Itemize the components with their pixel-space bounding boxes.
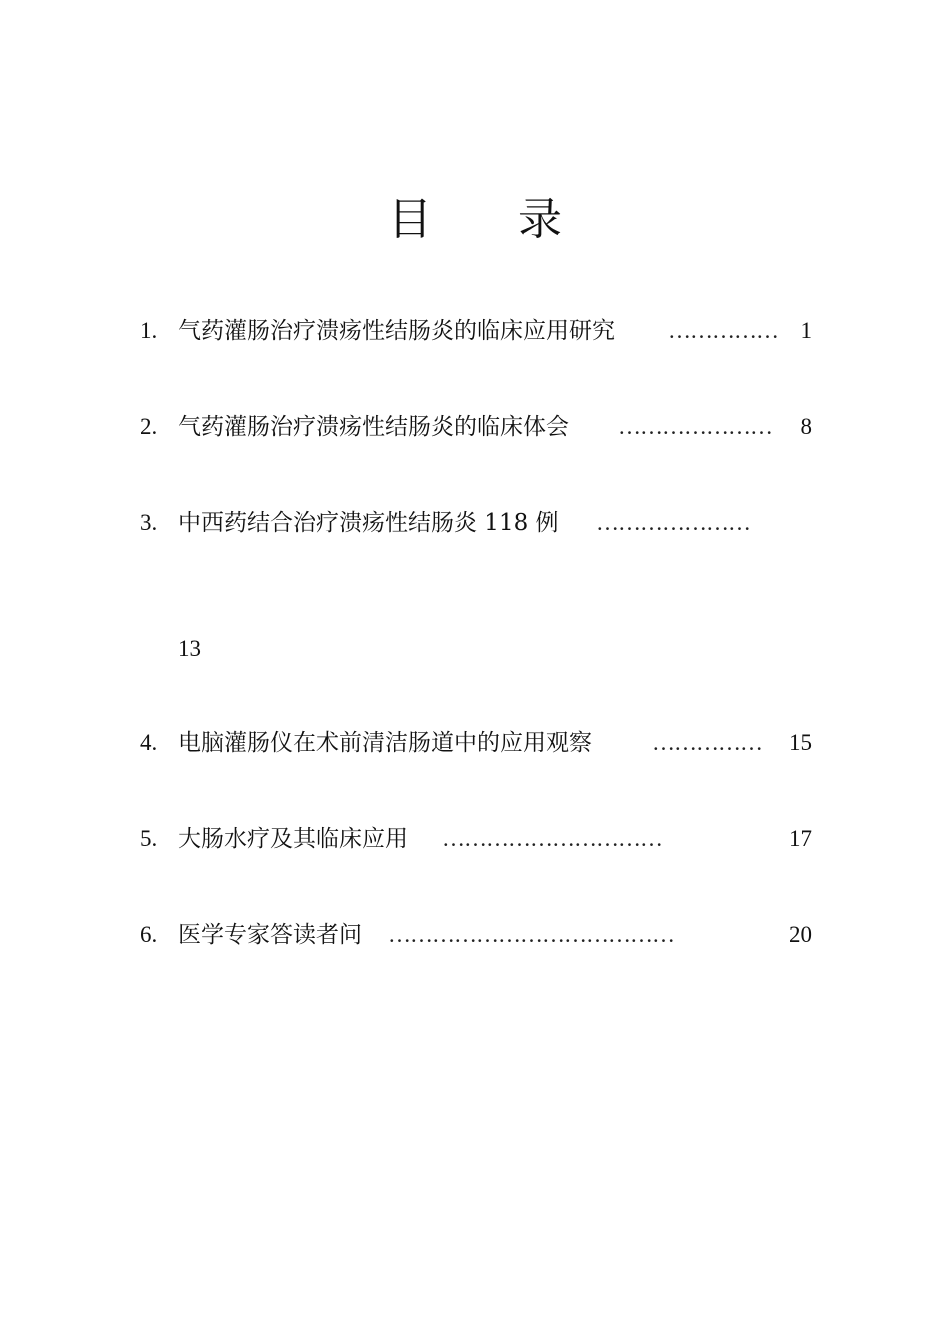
toc-entry-title: 中西药结合治疗溃疡性结肠炎 118 例 <box>178 510 559 536</box>
toc-leader-dots: …………… <box>668 318 778 343</box>
toc-entry-number: 5. <box>140 826 158 851</box>
toc-entry-page: 20 <box>789 922 812 947</box>
toc-leader-dots: ………………… <box>618 414 772 439</box>
toc-entry-title: 气药灌肠治疗溃疡性结肠炎的临床应用研究 <box>178 318 615 344</box>
toc-entry-page: 1 <box>800 318 812 343</box>
toc-entry-title: 医学专家答读者问 <box>178 922 362 948</box>
page-title: 目 录 <box>388 194 598 245</box>
toc-entry-number: 6. <box>140 922 158 947</box>
toc-entry-title: 气药灌肠治疗溃疡性结肠炎的临床体会 <box>178 414 569 440</box>
toc-entry-title: 大肠水疗及其临床应用 <box>178 826 408 852</box>
toc-leader-dots: …………… <box>652 730 762 755</box>
toc-leader-dots: ………………………… <box>442 826 662 851</box>
toc-entry[interactable] <box>140 412 812 442</box>
toc-entry-number: 3. <box>140 510 158 535</box>
toc-entry[interactable] <box>140 728 812 758</box>
toc-entry-page: 8 <box>800 414 812 439</box>
toc-entry[interactable] <box>140 316 812 346</box>
toc-entry-page: 15 <box>789 730 812 755</box>
toc-entry[interactable] <box>140 508 812 538</box>
toc-entry-number: 2. <box>140 414 158 439</box>
toc-leader-dots: ………………………………… <box>388 922 674 947</box>
toc-entry-number: 1. <box>140 318 158 343</box>
toc-entry-title: 电脑灌肠仪在术前清洁肠道中的应用观察 <box>178 730 592 756</box>
toc-entry-page: 17 <box>789 826 812 851</box>
toc-entry-page: 13 <box>178 636 201 661</box>
toc-entry[interactable] <box>140 824 812 854</box>
toc-leader-dots: ………………… <box>596 510 750 535</box>
toc-entry[interactable] <box>140 920 812 950</box>
toc-entry-number: 4. <box>140 730 158 755</box>
